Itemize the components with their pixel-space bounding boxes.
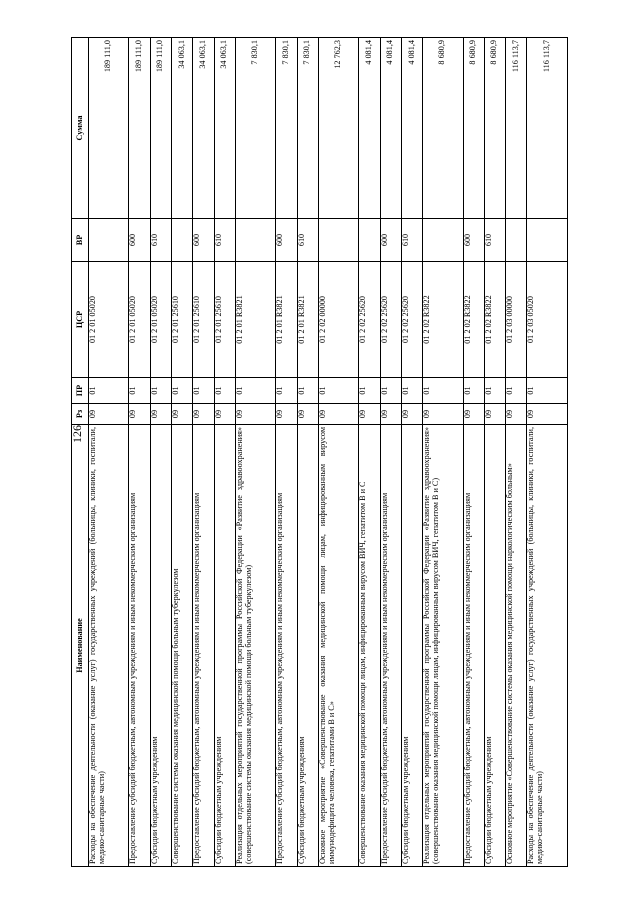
- row-rz: 09: [297, 404, 318, 425]
- row-rz: 09: [193, 404, 214, 425]
- row-sum: 34 063,1: [171, 38, 192, 219]
- row-vr: [506, 219, 527, 262]
- row-rz: 09: [380, 404, 401, 425]
- row-csr: 01 2 02 R3822: [484, 262, 505, 378]
- row-sum: 34 063,1: [193, 38, 214, 219]
- table-header-row: [72, 38, 89, 867]
- row-pr: 01: [235, 378, 275, 404]
- row-csr: 01 2 01 R3821: [235, 262, 275, 378]
- row-sum: 4 081,4: [401, 38, 422, 219]
- page-number: 126: [70, 425, 84, 443]
- row-pr: 01: [193, 378, 214, 404]
- table-row: [423, 38, 463, 867]
- row-vr: 600: [463, 219, 484, 262]
- row-pr: 01: [214, 378, 235, 404]
- row-name: Основное мероприятие «Совершенствование оказания медицинской помощи лицам, инфицированным вирусом иммунодефицита человека, гепатитами В и С»: [318, 425, 358, 867]
- row-name: Предоставление субсидий бюджетным, автономным учреждениям и иным некоммерческим организациям: [463, 425, 484, 867]
- table-row: [297, 38, 318, 867]
- row-csr: 01 2 02 25620: [380, 262, 401, 378]
- row-name: Совершенствование системы оказания медицинской помощи больным туберкулезом: [171, 425, 192, 867]
- header-vr: ВР: [72, 219, 89, 262]
- row-pr: 01: [297, 378, 318, 404]
- row-name: Предоставление субсидий бюджетным, автономным учреждениям и иным некоммерческим организациям: [276, 425, 297, 867]
- row-name: Предоставление субсидий бюджетным, автономным учреждениям и иным некоммерческим организациям: [380, 425, 401, 867]
- table-row: [89, 38, 129, 867]
- row-name: Расходы на обеспечение деятельности (оказание услуг) государственных учреждений (больницы, клиники, госпитали, медико-санитарные части): [89, 425, 129, 867]
- row-csr: 01 2 01 25610: [171, 262, 192, 378]
- table-row: [380, 38, 401, 867]
- row-rz: 09: [318, 404, 358, 425]
- row-csr: 01 2 02 R3822: [463, 262, 484, 378]
- row-rz: 09: [484, 404, 505, 425]
- table-row: [276, 38, 297, 867]
- row-csr: 01 2 01 R3821: [297, 262, 318, 378]
- row-pr: 01: [276, 378, 297, 404]
- header-name: Наименование: [72, 425, 89, 867]
- table-row: [506, 38, 527, 867]
- row-vr: 610: [150, 219, 171, 262]
- row-sum: 116 113,7: [506, 38, 527, 219]
- row-sum: 4 081,4: [359, 38, 380, 219]
- table-row: [193, 38, 214, 867]
- row-vr: 600: [193, 219, 214, 262]
- row-pr: 01: [484, 378, 505, 404]
- row-rz: 09: [359, 404, 380, 425]
- table-row: [171, 38, 192, 867]
- table-row: [359, 38, 380, 867]
- row-vr: [423, 219, 463, 262]
- row-rz: 09: [89, 404, 129, 425]
- row-rz: 09: [423, 404, 463, 425]
- row-name: Основное мероприятие «Совершенствование системы оказания медицинской помощи наркологическим больным»: [506, 425, 527, 867]
- row-sum: 7 830,1: [297, 38, 318, 219]
- row-pr: 01: [463, 378, 484, 404]
- row-sum: 189 111,0: [129, 38, 150, 219]
- row-vr: 610: [214, 219, 235, 262]
- row-sum: 34 063,1: [214, 38, 235, 219]
- row-rz: 09: [129, 404, 150, 425]
- row-csr: 01 2 02 00000: [318, 262, 358, 378]
- table-row: [214, 38, 235, 867]
- row-pr: 01: [89, 378, 129, 404]
- row-pr: 01: [359, 378, 380, 404]
- row-pr: 01: [380, 378, 401, 404]
- row-csr: 01 2 02 25620: [401, 262, 422, 378]
- table-row: [150, 38, 171, 867]
- table-row: [527, 38, 568, 867]
- row-name: Расходы на обеспечение деятельности (оказание услуг) государственных учреждений (больницы, клиники, госпитали, медико-санитарные части): [527, 425, 568, 867]
- row-sum: 8 680,9: [423, 38, 463, 219]
- row-pr: 01: [150, 378, 171, 404]
- row-vr: 600: [129, 219, 150, 262]
- row-vr: [359, 219, 380, 262]
- row-sum: 8 680,9: [463, 38, 484, 219]
- row-name: Субсидии бюджетным учреждениям: [214, 425, 235, 867]
- row-csr: 01 2 02 25620: [359, 262, 380, 378]
- row-rz: 09: [150, 404, 171, 425]
- row-sum: 189 111,0: [89, 38, 129, 219]
- row-csr: 01 2 01 25610: [214, 262, 235, 378]
- row-rz: 09: [276, 404, 297, 425]
- row-vr: [527, 219, 568, 262]
- row-rz: 09: [463, 404, 484, 425]
- table-row: [235, 38, 275, 867]
- row-name: Реализация отдельных мероприятий государственной программы Российской Федерации «Развитие здравоохранения» (совершенствование системы оказания медицинской помощи больным туберкулезом): [235, 425, 275, 867]
- header-pr: ПР: [72, 378, 89, 404]
- header-csr: ЦСР: [72, 262, 89, 378]
- row-vr: [171, 219, 192, 262]
- row-name: Субсидии бюджетным учреждениям: [484, 425, 505, 867]
- table-row: [463, 38, 484, 867]
- row-name: Субсидии бюджетным учреждениям: [150, 425, 171, 867]
- row-vr: 610: [484, 219, 505, 262]
- row-pr: 01: [506, 378, 527, 404]
- row-rz: 09: [171, 404, 192, 425]
- row-pr: 01: [171, 378, 192, 404]
- row-vr: 610: [297, 219, 318, 262]
- row-csr: 01 2 02 R3822: [423, 262, 463, 378]
- row-csr: 01 2 01 25610: [193, 262, 214, 378]
- row-csr: 01 2 01 05020: [129, 262, 150, 378]
- row-rz: 09: [401, 404, 422, 425]
- row-sum: 12 762,3: [318, 38, 358, 219]
- row-csr: 01 2 03 00000: [506, 262, 527, 378]
- row-vr: 610: [401, 219, 422, 262]
- row-pr: 01: [129, 378, 150, 404]
- row-vr: [89, 219, 129, 262]
- header-sum: Сумма: [72, 38, 89, 219]
- row-sum: 189 111,0: [150, 38, 171, 219]
- budget-table: [71, 37, 568, 867]
- row-rz: 09: [214, 404, 235, 425]
- row-name: Субсидии бюджетным учреждениям: [297, 425, 318, 867]
- table-row: [484, 38, 505, 867]
- row-pr: 01: [318, 378, 358, 404]
- row-name: Совершенствование оказания медицинской помощи лицам, инфицированным вирусом ВИЧ, гепатитом В и С: [359, 425, 380, 867]
- row-pr: 01: [401, 378, 422, 404]
- row-vr: [235, 219, 275, 262]
- header-rz: Рз: [72, 404, 89, 425]
- table-body: [89, 38, 568, 867]
- row-pr: 01: [423, 378, 463, 404]
- row-name: Реализация отдельных мероприятий государственной программы Российской Федерации «Развитие здравоохранения» (совершенствование оказания медицинской помощи лицам, инфицированным вирусом ВИЧ, гепатитом В и С): [423, 425, 463, 867]
- table-row: [129, 38, 150, 867]
- row-rz: 09: [235, 404, 275, 425]
- row-rz: 09: [527, 404, 568, 425]
- row-sum: 116 113,7: [527, 38, 568, 219]
- table-row: [401, 38, 422, 867]
- row-rz: 09: [506, 404, 527, 425]
- row-name: Предоставление субсидий бюджетным, автономным учреждениям и иным некоммерческим организациям: [129, 425, 150, 867]
- table-row: [318, 38, 358, 867]
- row-sum: 4 081,4: [380, 38, 401, 219]
- row-vr: 600: [380, 219, 401, 262]
- row-sum: 7 830,1: [235, 38, 275, 219]
- row-csr: 01 2 01 05020: [89, 262, 129, 378]
- rotated-page-content: [71, 38, 568, 867]
- row-csr: 01 2 03 05020: [527, 262, 568, 378]
- row-csr: 01 2 01 05020: [150, 262, 171, 378]
- row-pr: 01: [527, 378, 568, 404]
- row-vr: [318, 219, 358, 262]
- row-name: Предоставление субсидий бюджетным, автономным учреждениям и иным некоммерческим организациям: [193, 425, 214, 867]
- row-sum: 8 680,9: [484, 38, 505, 219]
- row-csr: 01 2 01 R3821: [276, 262, 297, 378]
- row-name: Субсидии бюджетным учреждениям: [401, 425, 422, 867]
- row-sum: 7 830,1: [276, 38, 297, 219]
- row-vr: 600: [276, 219, 297, 262]
